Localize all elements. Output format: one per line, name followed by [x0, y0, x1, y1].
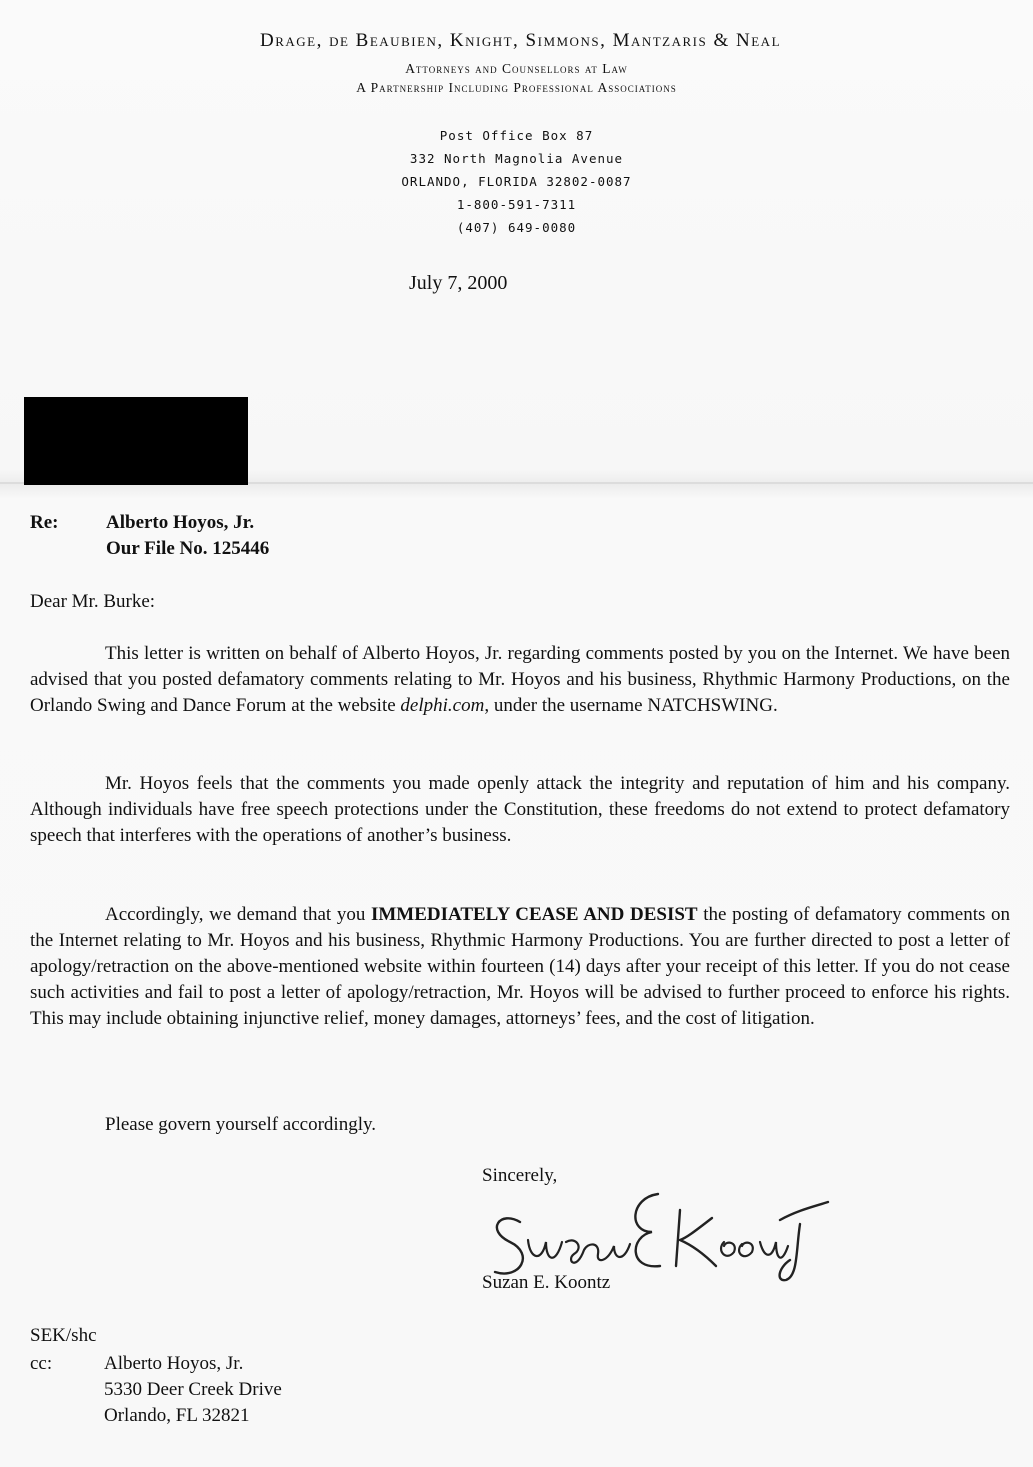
address-line: ORLANDO, FLORIDA 32802-0087 — [401, 174, 632, 189]
address-line: 1-800-591-7311 — [456, 197, 577, 212]
closing: Sincerely, — [482, 1165, 558, 1186]
cc-line: Orlando, FL 32821 — [104, 1405, 250, 1426]
paragraph-3-text-a: Accordingly, we demand that you — [105, 904, 371, 925]
address-line: Post Office Box 87 — [439, 128, 594, 143]
firm-subtitle-2: A Partnership Including Professional Associations — [356, 80, 677, 95]
paragraph-2-text: Mr. Hoyos feels that the comments you made openly attack the integrity and reputation of him and his company. Although individuals have free speech protections under the Constitution, these freedoms do not extend to protect defamatory speech that interferes with the operations of another’s business. — [30, 773, 1010, 846]
subject-client: Alberto Hoyos, Jr. — [106, 512, 255, 533]
signer-name: Suzan E. Koontz — [482, 1272, 611, 1293]
cc-line: Alberto Hoyos, Jr. — [104, 1353, 244, 1374]
paragraph-3 — [30, 902, 1010, 1032]
demand-emphasis: IMMEDIATELY CEASE AND DESIST — [370, 904, 698, 925]
paragraph-1-text-b: , under the username NATCHSWING. — [484, 695, 778, 716]
paragraph-2 — [30, 771, 1010, 849]
website-name: delphi.com — [400, 695, 485, 716]
paragraph-3-text-b: the posting of defamatory comments on the Internet relating to Mr. Hoyos and his business, Rhythmic Harmony Productions. You are further directed to post a letter of apology/retraction on the above-mentioned website within fourteen (14) days after your receipt of this letter. If you do not cease such activities and fail to post a letter of apology/retraction, Mr. Hoyos will be advised to further proceed to enforce his rights. This may include obtaining injunctive relief, money damages, attorneys’ fees, and the cost of litigation. — [30, 904, 1011, 1029]
redacted-recipient-block — [24, 397, 248, 485]
letter-date: July 7, 2000 — [409, 272, 508, 294]
paragraph-4-text: Please govern yourself accordingly. — [105, 1114, 377, 1135]
firm-address — [0, 124, 1033, 239]
address-line: (407) 649-0080 — [456, 220, 577, 235]
paragraph-1 — [30, 641, 1010, 719]
subject-lines — [106, 510, 269, 562]
address-line: 332 North Magnolia Avenue — [409, 151, 624, 166]
letterhead — [0, 30, 1033, 239]
cc-recipient — [104, 1351, 282, 1429]
cc-label: cc: — [30, 1353, 53, 1374]
paragraph-1-text-a: This letter is written on behalf of Alberto Hoyos, Jr. regarding comments posted by you on the Internet. We have been advised that you posted defamatory comments relating to Mr. Hoyos and his business, Rhythmic Harmony Productions, on the Orlando Swing and Dance Forum at the website — [30, 643, 1010, 716]
firm-subtitle-1: Attorneys and Counsellors at Law — [405, 61, 628, 76]
paragraph-4 — [30, 1112, 1010, 1138]
firm-name: Drage, de Beaubien, Knight, Simmons, Mantzaris & Neal — [259, 30, 782, 51]
salutation: Dear Mr. Burke: — [30, 591, 156, 612]
reference-initials: SEK/shc — [30, 1325, 97, 1346]
cc-line: 5330 Deer Creek Drive — [104, 1379, 282, 1400]
subject-label: Re: — [30, 512, 59, 533]
subject-file-number: Our File No. 125446 — [106, 538, 270, 559]
